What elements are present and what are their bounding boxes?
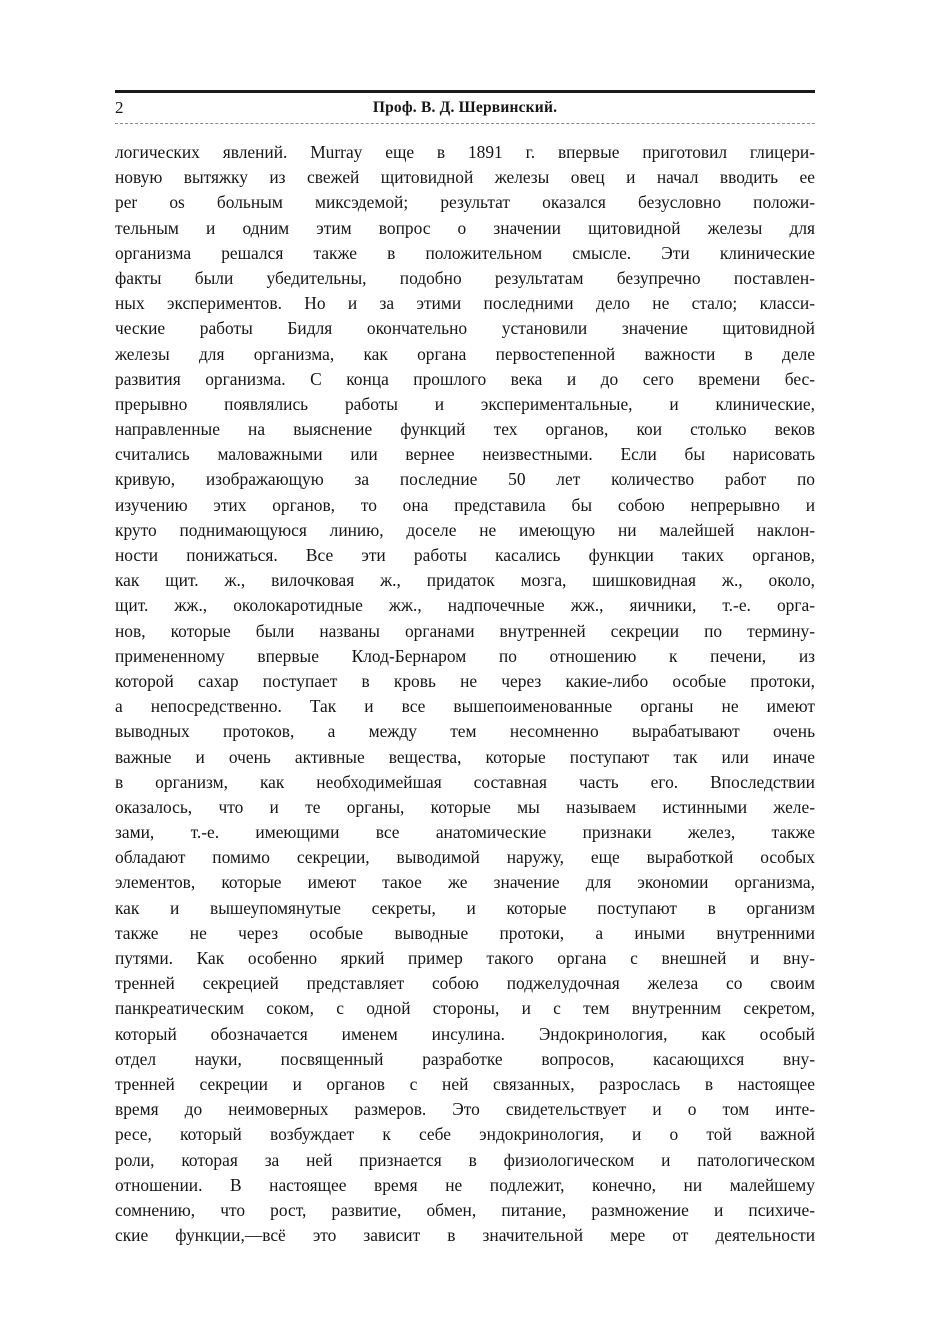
text-line: ческие работы Бидля окончательно установили значение щитовидной: [115, 318, 815, 339]
running-head: Проф. В. Д. Шервинский.: [372, 99, 558, 116]
text-line: время до неимоверных размеров. Это свидетельствует и о том инте-: [115, 1099, 815, 1120]
text-line: роли, которая за ней признается в физиологическом и патологическом: [115, 1149, 815, 1170]
text-line: круто поднимающуюся линию, доселе не имеющую ни малейшей наклон-: [115, 519, 815, 540]
text-line: а непосредственно. Так и все вышепоименованные органы не имеют: [115, 696, 815, 717]
text-line: важные и очень активные вещества, которые поступают так или иначе: [115, 746, 815, 767]
text-line: щит. жж., околокаротидные жж., надпочечные жж., яичники, т.-е. орга-: [115, 595, 815, 616]
text-line: тренней секреции и органов с ней связанных, разрослась в настоящее: [115, 1073, 815, 1094]
text-line: оказалось, что и те органы, которые мы называем истинными желе-: [115, 796, 815, 817]
text-line: который обозначается именем инсулина. Эндокринология, как особый: [115, 1023, 815, 1044]
text-line: обладают помимо секреции, выводимой наружу, еще выработкой особых: [115, 847, 815, 868]
text-line: ские функции,—всё это зависит в значительной мере от деятельности: [115, 1225, 815, 1246]
text-line: в организм, как необходимейшая составная часть его. Впоследствии: [115, 771, 815, 792]
text-line: отдел науки, посвященный разработке вопросов, касающихся вну-: [115, 1048, 815, 1069]
text-line: ных экспериментов. Но и за этими последними дело не стало; класси-: [115, 293, 815, 314]
top-rule: [115, 90, 815, 93]
text-line: направленные на выяснение функций тех органов, кои столько веков: [115, 419, 815, 440]
page-number: 2: [115, 98, 124, 117]
text-line: панкреатическим соком, с одной стороны, и с тем внутренним секретом,: [115, 998, 815, 1019]
text-line: per os больным миксэдемой; результат оказался безусловно положи-: [115, 192, 815, 213]
text-line: нов, которые были названы органами внутренней секреции по термину-: [115, 620, 815, 641]
text-line: как щит. ж., вилочковая ж., придаток мозга, шишковидная ж., около,: [115, 570, 815, 591]
text-line: выводных протоков, а между тем несомненно вырабатывают очень: [115, 721, 815, 742]
text-line: развития организма. С конца прошлого века и до сего времени бес-: [115, 368, 815, 389]
text-line: элементов, которые имеют такое же значение для экономии организма,: [115, 872, 815, 893]
text-line: путями. Как особенно яркий пример такого органа с внешней и вну-: [115, 948, 815, 968]
header-rule: [115, 123, 815, 124]
text-line: отношении. В настоящее время не подлежит, конечно, ни малейшему: [115, 1174, 815, 1195]
text-line: которой сахар поступает в кровь не через какие-либо особые протоки,: [115, 670, 815, 691]
text-line: также не через особые выводные протоки, а иными внутренними: [115, 922, 815, 943]
text-line: сомнению, что рост, развитие, обмен, питание, размножение и психиче-: [115, 1199, 815, 1220]
text-line: тельным и одним этим вопрос о значении щитовидной железы для: [115, 217, 815, 238]
page-header: [115, 96, 815, 120]
text-line: логических явлений. Murray еще в 1891 г. впервые приготовил глицери-: [115, 142, 815, 162]
text-line: прерывно появлялись работы и экспериментальные, и клинические,: [115, 393, 815, 414]
text-line: ности понижаться. Все эти работы касались функции таких органов,: [115, 545, 815, 565]
text-line: изучению этих органов, то она представила бы собою непрерывно и: [115, 494, 815, 515]
text-line: тренней секрецией представляет собою поджелудочная железа со своим: [115, 973, 815, 994]
text-line: новую вытяжку из свежей щитовидной железы овец и начал вводить ее: [115, 167, 815, 188]
text-line: как и вышеупомянутые секреты, и которые поступают в организм: [115, 897, 815, 918]
text-line: факты были убедительны, подобно результатам безупречно поставлен-: [115, 267, 815, 288]
text-line: зами, т.-е. имеющими все анатомические признаки желез, также: [115, 822, 815, 843]
text-line: кривую, изображающую за последние 50 лет количество работ по: [115, 469, 815, 490]
text-line: организма решался также в положительном смысле. Эти клинические: [115, 242, 815, 263]
text-line: железы для организма, как органа первостепенной важности в деле: [115, 343, 815, 364]
text-line: считались маловажными или вернее неизвестными. Если бы нарисовать: [115, 444, 815, 465]
text-line: ресе, который возбуждает к себе эндокринология, и о той важной: [115, 1124, 815, 1145]
body-text: [115, 140, 815, 1248]
text-line: примененному впервые Клод-Бернаром по отношению к печени, из: [115, 645, 815, 666]
